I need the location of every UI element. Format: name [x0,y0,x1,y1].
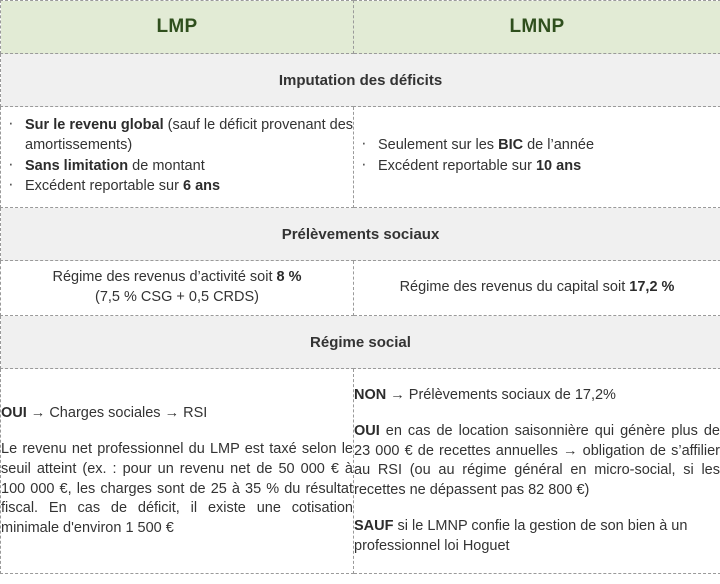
bullet-bold-text: Sans limitation [25,157,129,174]
column-header-lmp: LMP [1,1,354,54]
regime-lmnp-paragraph-1 [354,386,720,406]
text: → Charges sociales → RSI [26,404,208,421]
rate-value: 8 % [276,269,302,286]
section-band-row-prelevements [1,208,720,261]
bullet-list-lmp-deficits [1,116,353,196]
text: Régime des revenus d’activité soit [52,269,277,286]
text: en cas de location saisonnière qui génère plus de 23 000 € de recettes annuelles → obligation de s’affilier au RSI (ou au régime général en micro-social, si les recettes ne dépassent pas 82 800 €) [354,423,720,498]
answer-keyword: NON [354,386,387,403]
list-item [1,157,353,177]
bullet-text: de l’année [523,137,595,154]
regime-lmnp-paragraph-2 [354,422,720,500]
content-row-prelevements [1,261,720,316]
text: si le LMNP confie la gestion de son bien à un professionnel loi Hoguet [354,518,688,554]
section-title-prelevements-sociaux: Prélèvements sociaux [1,208,720,261]
bullet-bold-text: Sur le revenu global [25,117,164,134]
prelevements-lmp-line2: (7,5 % CSG + 0,5 CRDS) [95,289,259,305]
answer-keyword: OUI [1,404,27,421]
section-title-imputation-des-deficits: Imputation des déficits [1,54,720,107]
cell-lmp-prelevements [1,261,354,316]
bullet-bold-text: BIC [498,137,524,154]
cell-lmp-regime-social [1,369,354,574]
list-item [354,136,720,156]
bullet-text: Excédent reportable sur [25,178,183,195]
cell-lmnp-regime-social [354,369,720,574]
bullet-bold-text: 10 ans [535,158,582,174]
list-item [1,177,353,197]
regime-lmnp-paragraph-3 [354,517,720,556]
answer-keyword: OUI [354,423,380,440]
prelevements-lmp-line1 [1,268,353,288]
table-header-row [1,1,720,54]
section-band-row-deficits [1,54,720,107]
bullet-text: (sauf le déficit provenant des amortissements) [25,117,354,153]
regime-lmp-paragraph-2: Le revenu net professionnel du LMP est taxé selon le seuil atteint (ex. : pour un revenu net de 50 000 € à 100 000 €, les charges sont de 25 à 35 % du résultat fiscal. En cas de déficit, il existe une cotisation minimale d'environ 1 500 € [1,441,353,536]
bullet-text: Excédent reportable sur [378,158,536,174]
section-band-row-regime-social [1,316,720,369]
cell-lmnp-deficits [354,107,720,208]
rate-value: 17,2 % [629,279,675,296]
list-item [1,116,353,155]
cell-lmnp-prelevements [354,261,720,316]
bullet-bold-text: 6 ans [182,178,221,195]
section-title-regime-social: Régime social [1,316,720,369]
text: → Prélèvements sociaux de 17,2% [386,386,616,403]
text: Régime des revenus du capital soit [399,279,630,296]
bullet-text: Seulement sur les [378,137,499,154]
content-row-regime-social [1,369,720,574]
answer-keyword: SAUF [354,518,394,535]
bullet-list-lmnp-deficits [354,136,720,176]
list-item [354,157,720,177]
cell-lmp-deficits [1,107,354,208]
regime-lmp-paragraph-1 [1,404,353,424]
bullet-text: de montant [128,157,205,174]
column-header-lmnp: LMNP [354,1,720,54]
prelevements-lmnp-line1 [354,278,720,298]
content-row-deficits [1,107,720,208]
